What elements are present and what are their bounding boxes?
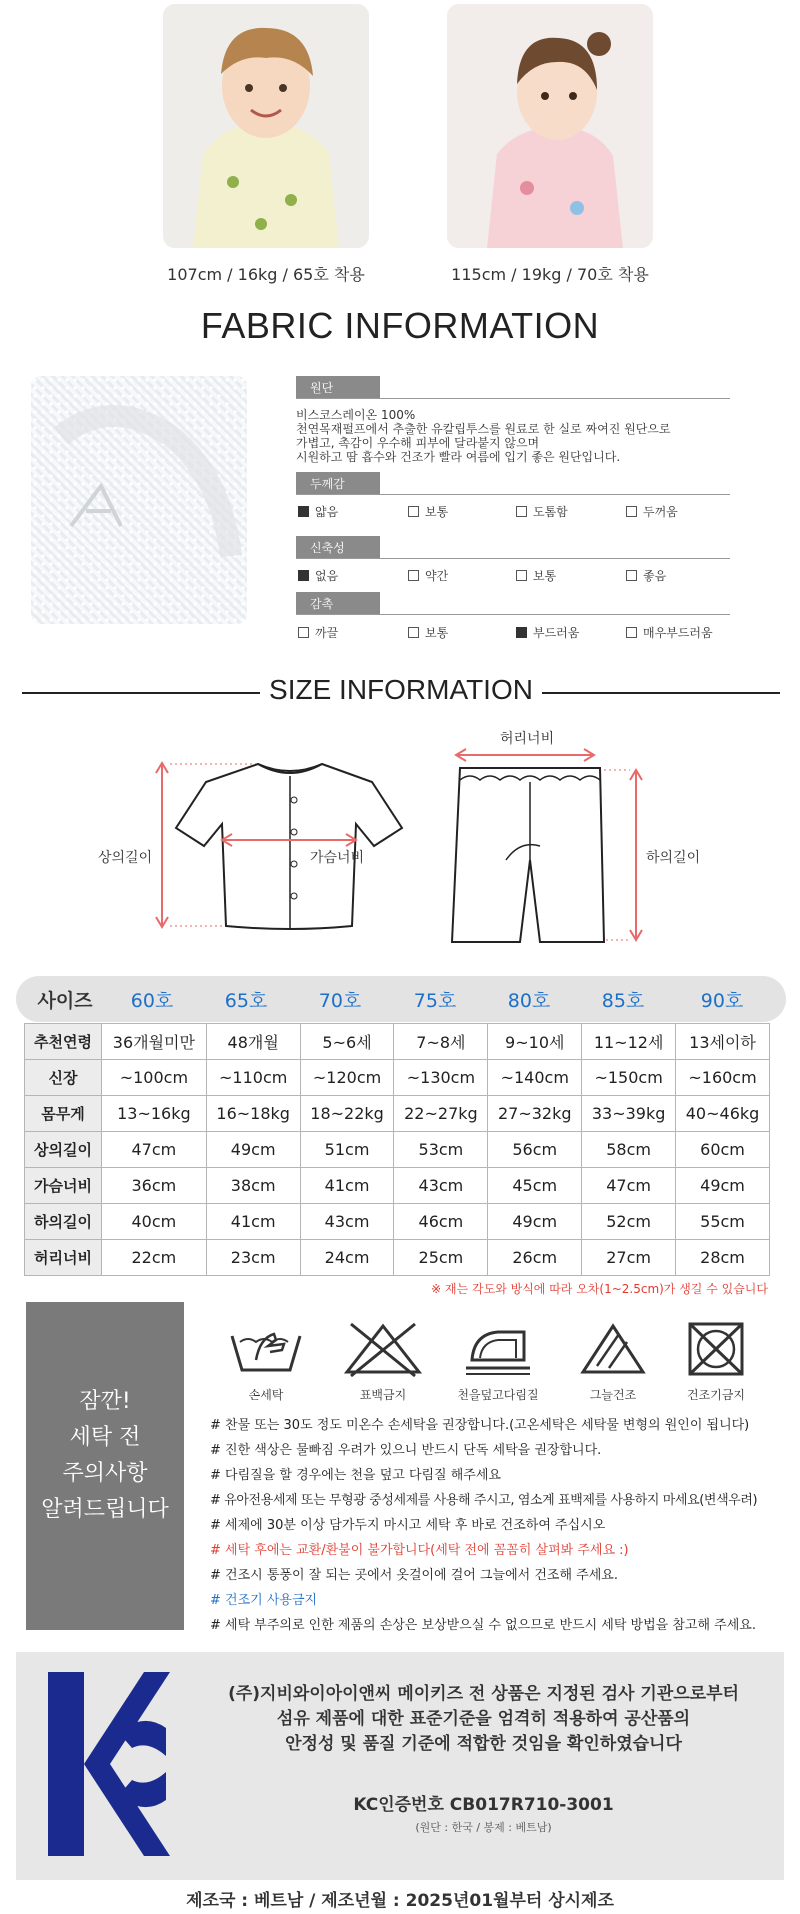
checked-box-icon	[298, 506, 309, 517]
stretch-option	[408, 567, 448, 584]
fabric-desc-line: 비스코스레이온 100%	[296, 408, 416, 422]
table-cell: 60cm	[676, 1132, 770, 1168]
size-header-label: 사이즈	[37, 990, 93, 1012]
table-row	[25, 1168, 770, 1204]
option-label: 얇음	[315, 505, 339, 519]
table-cell: 49cm	[206, 1132, 300, 1168]
chest-width-label: 가슴너비	[310, 850, 365, 866]
care-note: # 건조시 통풍이 잘 되는 곳에서 옷걸이에 걸어 그늘에서 건조해 주세요.	[210, 1568, 618, 1583]
table-cell: 16~18kg	[206, 1096, 300, 1132]
table-cell: 56cm	[488, 1132, 582, 1168]
divider	[296, 398, 730, 399]
no-bleach-icon	[335, 1320, 431, 1403]
care-icon-label: 표백금지	[359, 1388, 407, 1402]
care-note-warning: # 세탁 후에는 교환/환불이 불가합니다(세탁 전에 꼼꼼히 살펴봐 주세요 :)	[210, 1543, 629, 1558]
table-cell: 47cm	[102, 1132, 207, 1168]
kc-statement-line: 안정성 및 품질 기준에 적합한 것임을 확인하였습니다	[285, 1734, 682, 1754]
table-cell: 9~10세	[488, 1024, 582, 1060]
option-label: 두꺼움	[643, 505, 678, 519]
table-row	[25, 1024, 770, 1060]
care-notice-box	[26, 1302, 184, 1630]
size-header-cell: 70호	[318, 990, 362, 1012]
table-cell: 26cm	[488, 1240, 582, 1276]
table-cell: 18~22kg	[300, 1096, 394, 1132]
table-row-header: 허리너비	[25, 1240, 102, 1276]
thickness-option	[626, 503, 678, 520]
table-cell: 11~12세	[582, 1024, 676, 1060]
table-cell: 49cm	[676, 1168, 770, 1204]
table-cell: 22~27kg	[394, 1096, 488, 1132]
table-row-header: 신장	[25, 1060, 102, 1096]
option-label: 보통	[425, 505, 449, 519]
kc-statement-line: (주)지비와이아이앤씨 메이키즈 전 상품은 지정된 검사 기관으로부터	[228, 1684, 739, 1704]
size-section-title: SIZE INFORMATION	[269, 674, 533, 705]
size-header-cell: 65호	[224, 990, 268, 1012]
fabric-desc-line: 천연목재펄프에서 추출한 유칼립투스를 원료로 한 실로 짜여진 원단으로	[296, 422, 671, 436]
fabric-material-description	[296, 408, 736, 464]
size-header-cell: 85호	[601, 990, 645, 1012]
table-cell: 52cm	[582, 1204, 676, 1240]
care-icon-label: 천을덮고다림질	[457, 1388, 539, 1402]
checked-box-icon	[298, 570, 309, 581]
option-label: 보통	[425, 626, 449, 640]
table-cell: 48개월	[206, 1024, 300, 1060]
unchecked-box-icon	[516, 506, 527, 517]
unchecked-box-icon	[408, 570, 419, 581]
girl-model-photo	[447, 4, 653, 248]
table-cell: 58cm	[582, 1132, 676, 1168]
table-cell: 41cm	[300, 1168, 394, 1204]
table-cell: ~150cm	[582, 1060, 676, 1096]
touch-option	[408, 624, 448, 641]
fabric-swatch-image	[31, 376, 247, 624]
unchecked-box-icon	[298, 627, 309, 638]
care-icon-label: 건조기금지	[687, 1388, 745, 1402]
stretch-option	[516, 567, 556, 584]
table-row	[25, 1096, 770, 1132]
top-length-label: 상의길이	[98, 850, 153, 866]
table-cell: 28cm	[676, 1240, 770, 1276]
care-note-highlight: # 건조기 사용금지	[210, 1593, 318, 1608]
table-cell: 27cm	[582, 1240, 676, 1276]
care-notice-line: 알려드립니다	[41, 1497, 169, 1522]
table-cell: 13~16kg	[102, 1096, 207, 1132]
care-note: # 세탁 부주의로 인한 제품의 손상은 보상받으실 수 없으므로 반드시 세탁 방법을 참고해 주세요.	[210, 1618, 756, 1633]
table-cell: ~140cm	[488, 1060, 582, 1096]
table-cell: ~130cm	[394, 1060, 488, 1096]
measurement-note: ※ 재는 각도와 방식에 따라 오차(1~2.5cm)가 생길 수 있습니다	[431, 1282, 768, 1296]
care-icon-label: 그늘건조	[589, 1388, 637, 1402]
size-header-cell: 60호	[130, 990, 174, 1012]
fabric-material-label: 원단	[296, 376, 380, 398]
manufacture-info: 제조국 : 베트남 / 제조년월 : 2025년01월부터 상시제조	[186, 1891, 614, 1911]
thickness-option	[516, 503, 568, 520]
table-cell: 49cm	[488, 1204, 582, 1240]
table-row-header: 추천연령	[25, 1024, 102, 1060]
kc-certification-panel	[16, 1652, 784, 1880]
unchecked-box-icon	[626, 506, 637, 517]
kc-origin: (원단 : 한국 / 봉제 : 베트남)	[415, 1821, 552, 1834]
fabric-desc-line: 시원하고 땀 흡수와 건조가 빨라 여름에 입기 좋은 원단입니다.	[296, 450, 621, 464]
boy-model-caption: 107cm / 16kg / 65호 착용	[167, 265, 365, 284]
unchecked-box-icon	[408, 506, 419, 517]
table-cell: 23cm	[206, 1240, 300, 1276]
unchecked-box-icon	[408, 627, 419, 638]
kc-statement	[201, 1682, 766, 1757]
stretch-option	[298, 567, 338, 584]
no-tumble-dry-icon	[668, 1320, 764, 1403]
care-notice-line: 세탁 전	[69, 1425, 141, 1450]
table-cell: 25cm	[394, 1240, 488, 1276]
care-icon-label: 손세탁	[248, 1388, 284, 1402]
care-note: # 다림질을 할 경우에는 천을 덮고 다림질 해주세요	[210, 1468, 501, 1483]
table-cell: 36cm	[102, 1168, 207, 1204]
table-row-header: 가슴너비	[25, 1168, 102, 1204]
care-notice-line: 잠깐!	[79, 1389, 131, 1414]
table-row-header: 상의길이	[25, 1132, 102, 1168]
option-label: 도톰함	[533, 505, 568, 519]
table-cell: 38cm	[206, 1168, 300, 1204]
option-label: 없음	[315, 569, 339, 583]
hand-wash-icon	[218, 1320, 314, 1403]
size-header-cell: 90호	[700, 990, 744, 1012]
option-label: 까끌	[315, 626, 339, 640]
size-header-cell: 75호	[413, 990, 457, 1012]
boy-model-photo	[163, 4, 369, 248]
table-cell: 40~46kg	[676, 1096, 770, 1132]
fabric-desc-line: 가볍고, 촉감이 우수해 피부에 달라붙지 않으며	[296, 436, 540, 450]
fabric-thickness-label: 두께감	[296, 472, 380, 494]
care-note: # 유아전용세제 또는 무형광 중성세제를 사용해 주시고, 염소계 표백제를 사용하지 마세요(변색우려)	[210, 1493, 758, 1508]
table-cell: ~110cm	[206, 1060, 300, 1096]
iron-with-cloth-icon	[450, 1320, 546, 1403]
thickness-option	[408, 503, 448, 520]
option-label: 좋음	[643, 569, 667, 583]
size-table	[24, 1023, 770, 1276]
table-cell: 13세이하	[676, 1024, 770, 1060]
table-cell: 55cm	[676, 1204, 770, 1240]
table-cell: 51cm	[300, 1132, 394, 1168]
table-cell: 33~39kg	[582, 1096, 676, 1132]
touch-option	[516, 624, 579, 641]
table-row-header: 몸무게	[25, 1096, 102, 1132]
table-cell: ~120cm	[300, 1060, 394, 1096]
size-header-cell: 80호	[507, 990, 551, 1012]
divider	[296, 494, 730, 495]
care-note: # 세제에 30분 이상 담가두지 마시고 세탁 후 바로 건조하여 주십시오	[210, 1518, 606, 1533]
table-row	[25, 1132, 770, 1168]
option-label: 보통	[533, 569, 557, 583]
table-cell: 53cm	[394, 1132, 488, 1168]
table-row	[25, 1240, 770, 1276]
option-label: 약간	[425, 569, 449, 583]
table-cell: 47cm	[582, 1168, 676, 1204]
thickness-option	[298, 503, 338, 520]
fabric-stretch-label: 신축성	[296, 536, 380, 558]
waist-width-label: 허리너비	[500, 731, 555, 747]
bottom-length-label: 하의길이	[646, 850, 701, 866]
kc-cert-number: KC인증번호 CB017R710-3001	[353, 1795, 614, 1815]
table-cell: 5~6세	[300, 1024, 394, 1060]
unchecked-box-icon	[516, 570, 527, 581]
table-cell: 24cm	[300, 1240, 394, 1276]
table-cell: 36개월미만	[102, 1024, 207, 1060]
table-cell: 46cm	[394, 1204, 488, 1240]
option-label: 부드러움	[533, 626, 580, 640]
table-cell: 7~8세	[394, 1024, 488, 1060]
table-cell: 22cm	[102, 1240, 207, 1276]
touch-option	[626, 624, 713, 641]
unchecked-box-icon	[626, 570, 637, 581]
table-cell: 41cm	[206, 1204, 300, 1240]
unchecked-box-icon	[626, 627, 637, 638]
divider	[296, 558, 730, 559]
kc-logo-icon	[48, 1672, 170, 1856]
table-cell: 27~32kg	[488, 1096, 582, 1132]
kc-statement-line: 섬유 제품에 대한 표준기준을 엄격히 적용하여 공산품의	[276, 1709, 691, 1729]
care-note: # 찬물 또는 30도 정도 미온수 손세탁을 권장합니다.(고온세탁은 세탁물 변형의 원인이 됩니다)	[210, 1418, 750, 1433]
touch-option	[298, 624, 338, 641]
table-cell: 43cm	[394, 1168, 488, 1204]
table-row	[25, 1060, 770, 1096]
fabric-touch-label: 감촉	[296, 592, 380, 614]
table-cell: 45cm	[488, 1168, 582, 1204]
stretch-option	[626, 567, 666, 584]
shade-dry-icon	[565, 1320, 661, 1403]
table-cell: 43cm	[300, 1204, 394, 1240]
option-label: 매우부드러움	[643, 626, 713, 640]
table-cell: ~100cm	[102, 1060, 207, 1096]
care-notice-line: 주의사항	[62, 1461, 148, 1486]
size-diagram	[0, 720, 800, 960]
checked-box-icon	[516, 627, 527, 638]
table-cell: ~160cm	[676, 1060, 770, 1096]
size-section-header	[22, 670, 780, 714]
divider	[296, 614, 730, 615]
care-note: # 진한 색상은 물빠짐 우려가 있으니 반드시 단독 세탁을 권장합니다.	[210, 1443, 602, 1458]
table-cell: 40cm	[102, 1204, 207, 1240]
table-row	[25, 1204, 770, 1240]
table-row-header: 하의길이	[25, 1204, 102, 1240]
girl-model-caption: 115cm / 19kg / 70호 착용	[451, 265, 649, 284]
care-notes-list	[210, 1413, 790, 1638]
fabric-section-title: FABRIC INFORMATION	[200, 305, 600, 346]
